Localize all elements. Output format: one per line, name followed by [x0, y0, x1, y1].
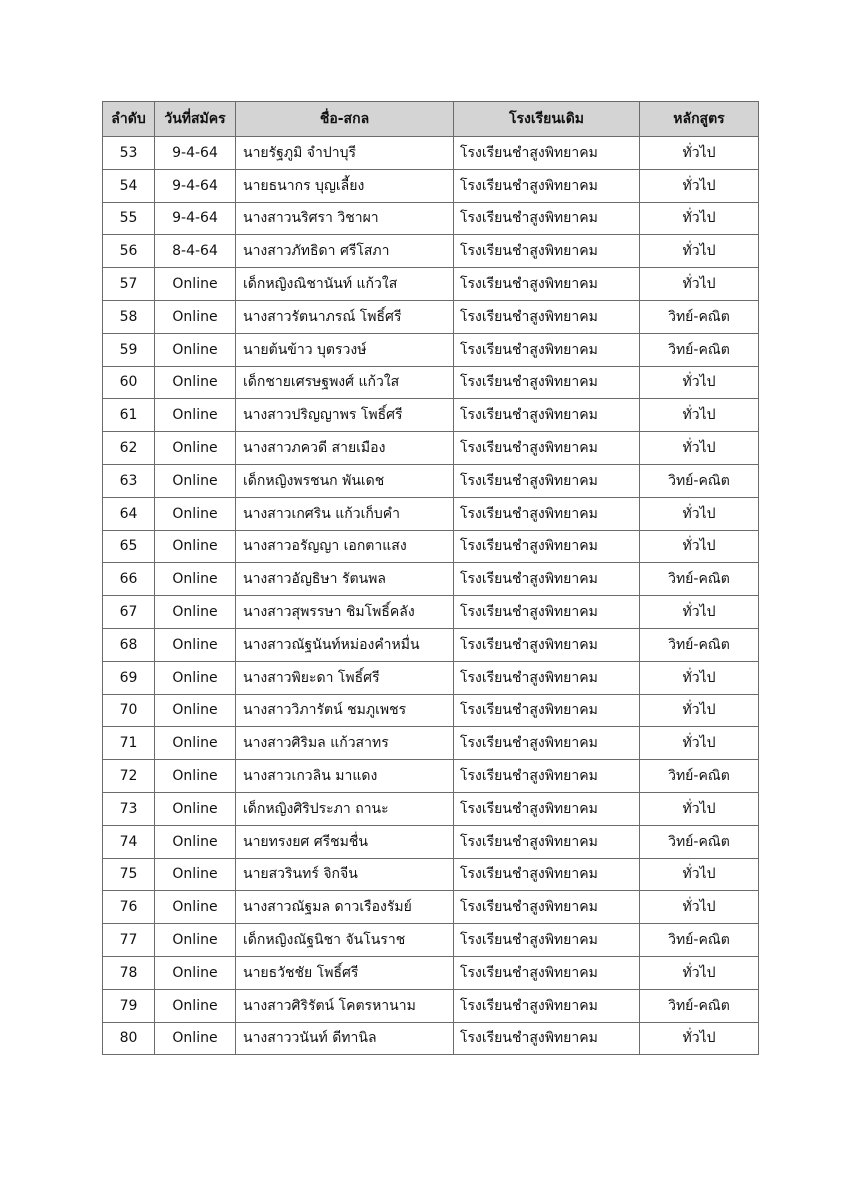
program: ทั่วไป: [640, 727, 759, 760]
previous-school: โรงเรียนชำสูงพิทยาคม: [454, 760, 640, 793]
row-number: 78: [103, 956, 155, 989]
row-number: 54: [103, 169, 155, 202]
row-number: 80: [103, 1022, 155, 1055]
row-number: 61: [103, 399, 155, 432]
application-date: Online: [155, 891, 236, 924]
program: ทั่วไป: [640, 366, 759, 399]
program: วิทย์-คณิต: [640, 464, 759, 497]
table-row: [103, 137, 759, 170]
applicant-name: นายธนากร บุญเลี้ยง: [236, 169, 454, 202]
row-number: 72: [103, 760, 155, 793]
applicant-name: นางสาวนริศรา วิชาผา: [236, 202, 454, 235]
program: ทั่วไป: [640, 202, 759, 235]
row-number: 55: [103, 202, 155, 235]
application-date: Online: [155, 694, 236, 727]
previous-school: โรงเรียนชำสูงพิทยาคม: [454, 399, 640, 432]
application-date: Online: [155, 825, 236, 858]
table-row: [103, 891, 759, 924]
previous-school: โรงเรียนชำสูงพิทยาคม: [454, 464, 640, 497]
table-row: [103, 924, 759, 957]
previous-school: โรงเรียนชำสูงพิทยาคม: [454, 956, 640, 989]
application-date: Online: [155, 366, 236, 399]
table-row: [103, 1022, 759, 1055]
previous-school: โรงเรียนชำสูงพิทยาคม: [454, 792, 640, 825]
row-number: 70: [103, 694, 155, 727]
application-date: Online: [155, 628, 236, 661]
applicant-name: นางสาวสุพรรษา ชิมโพธิ์คลัง: [236, 596, 454, 629]
application-date: Online: [155, 300, 236, 333]
applicant-name: นางสาวเกวลิน มาแดง: [236, 760, 454, 793]
application-date: 9-4-64: [155, 137, 236, 170]
row-number: 74: [103, 825, 155, 858]
previous-school: โรงเรียนชำสูงพิทยาคม: [454, 497, 640, 530]
application-date: Online: [155, 924, 236, 957]
previous-school: โรงเรียนชำสูงพิทยาคม: [454, 727, 640, 760]
program: ทั่วไป: [640, 792, 759, 825]
row-number: 60: [103, 366, 155, 399]
table-row: [103, 464, 759, 497]
table-header: [103, 102, 759, 137]
previous-school: โรงเรียนชำสูงพิทยาคม: [454, 661, 640, 694]
row-number: 75: [103, 858, 155, 891]
program: ทั่วไป: [640, 169, 759, 202]
previous-school: โรงเรียนชำสูงพิทยาคม: [454, 268, 640, 301]
application-date: 9-4-64: [155, 202, 236, 235]
row-number: 67: [103, 596, 155, 629]
header-application-date: วันที่สมัคร: [155, 102, 236, 137]
header-full-name: ชื่อ-สกล: [236, 102, 454, 137]
application-date: Online: [155, 792, 236, 825]
applicant-name: นายรัฐภูมิ จำปาบุรี: [236, 137, 454, 170]
applicant-name: นางสาวภควดี สายเมือง: [236, 432, 454, 465]
program: ทั่วไป: [640, 530, 759, 563]
table-row: [103, 235, 759, 268]
program: วิทย์-คณิต: [640, 760, 759, 793]
previous-school: โรงเรียนชำสูงพิทยาคม: [454, 563, 640, 596]
previous-school: โรงเรียนชำสูงพิทยาคม: [454, 1022, 640, 1055]
applicant-name: เด็กหญิงศิริประภา ถานะ: [236, 792, 454, 825]
previous-school: โรงเรียนชำสูงพิทยาคม: [454, 858, 640, 891]
application-date: Online: [155, 760, 236, 793]
row-number: 57: [103, 268, 155, 301]
table-row: [103, 366, 759, 399]
program: ทั่วไป: [640, 956, 759, 989]
header-previous-school: โรงเรียนเดิม: [454, 102, 640, 137]
applicant-name: นางสาวอรัญญา เอกตาแสง: [236, 530, 454, 563]
previous-school: โรงเรียนชำสูงพิทยาคม: [454, 432, 640, 465]
table-row: [103, 956, 759, 989]
program: ทั่วไป: [640, 1022, 759, 1055]
row-number: 65: [103, 530, 155, 563]
application-date: Online: [155, 563, 236, 596]
application-date: Online: [155, 858, 236, 891]
applicant-table: [102, 101, 759, 1055]
application-date: Online: [155, 1022, 236, 1055]
program: ทั่วไป: [640, 596, 759, 629]
previous-school: โรงเรียนชำสูงพิทยาคม: [454, 694, 640, 727]
table-row: [103, 202, 759, 235]
program: วิทย์-คณิต: [640, 924, 759, 957]
table-row: [103, 596, 759, 629]
application-date: Online: [155, 661, 236, 694]
row-number: 53: [103, 137, 155, 170]
program: วิทย์-คณิต: [640, 628, 759, 661]
applicant-name: นางสาวศิริมล แก้วสาทร: [236, 727, 454, 760]
application-date: Online: [155, 989, 236, 1022]
row-number: 64: [103, 497, 155, 530]
row-number: 79: [103, 989, 155, 1022]
table-body: [103, 137, 759, 1055]
previous-school: โรงเรียนชำสูงพิทยาคม: [454, 333, 640, 366]
applicant-name: นางสาวเกศริน แก้วเก็บคำ: [236, 497, 454, 530]
program: ทั่วไป: [640, 268, 759, 301]
program: ทั่วไป: [640, 137, 759, 170]
table-row: [103, 530, 759, 563]
previous-school: โรงเรียนชำสูงพิทยาคม: [454, 596, 640, 629]
table-row: [103, 432, 759, 465]
program: วิทย์-คณิต: [640, 825, 759, 858]
program: ทั่วไป: [640, 694, 759, 727]
program: ทั่วไป: [640, 399, 759, 432]
previous-school: โรงเรียนชำสูงพิทยาคม: [454, 891, 640, 924]
previous-school: โรงเรียนชำสูงพิทยาคม: [454, 366, 640, 399]
table-row: [103, 268, 759, 301]
table-row: [103, 694, 759, 727]
program: วิทย์-คณิต: [640, 333, 759, 366]
row-number: 66: [103, 563, 155, 596]
applicant-name: เด็กหญิงพรชนก พันเดช: [236, 464, 454, 497]
table-row: [103, 399, 759, 432]
application-date: Online: [155, 399, 236, 432]
application-date: Online: [155, 530, 236, 563]
table-row: [103, 858, 759, 891]
application-date: Online: [155, 464, 236, 497]
table-row: [103, 661, 759, 694]
applicant-name: นายสวรินทร์ จิกจีน: [236, 858, 454, 891]
program: วิทย์-คณิต: [640, 563, 759, 596]
previous-school: โรงเรียนชำสูงพิทยาคม: [454, 300, 640, 333]
applicant-name: นางสาวปริญญาพร โพธิ์ศรี: [236, 399, 454, 432]
row-number: 56: [103, 235, 155, 268]
table-row: [103, 825, 759, 858]
applicant-name: นางสาวภัทธิดา ศรีโสภา: [236, 235, 454, 268]
table-row: [103, 989, 759, 1022]
applicant-name: นางสาววนันท์ ดีทานิล: [236, 1022, 454, 1055]
application-date: Online: [155, 333, 236, 366]
program: ทั่วไป: [640, 858, 759, 891]
table-row: [103, 563, 759, 596]
row-number: 59: [103, 333, 155, 366]
row-number: 69: [103, 661, 155, 694]
application-date: Online: [155, 432, 236, 465]
header-number: ลำดับ: [103, 102, 155, 137]
previous-school: โรงเรียนชำสูงพิทยาคม: [454, 530, 640, 563]
previous-school: โรงเรียนชำสูงพิทยาคม: [454, 169, 640, 202]
row-number: 76: [103, 891, 155, 924]
header-program: หลักสูตร: [640, 102, 759, 137]
applicant-name: นายธวัชชัย โพธิ์ศรี: [236, 956, 454, 989]
table-row: [103, 792, 759, 825]
table-row: [103, 333, 759, 366]
previous-school: โรงเรียนชำสูงพิทยาคม: [454, 924, 640, 957]
application-date: 9-4-64: [155, 169, 236, 202]
applicant-name: นางสาวอัญธิษา รัตนพล: [236, 563, 454, 596]
applicant-name: นางสาวณัฐนันท์หม่องคำหมื่น: [236, 628, 454, 661]
table-row: [103, 628, 759, 661]
program: ทั่วไป: [640, 497, 759, 530]
application-date: Online: [155, 497, 236, 530]
row-number: 62: [103, 432, 155, 465]
applicant-name: นายทรงยศ ศรีชมชื่น: [236, 825, 454, 858]
table-row: [103, 300, 759, 333]
program: ทั่วไป: [640, 432, 759, 465]
table-row: [103, 169, 759, 202]
applicant-name: เด็กชายเศรษฐพงศ์ แก้วใส: [236, 366, 454, 399]
row-number: 71: [103, 727, 155, 760]
applicant-name: นางสาวรัตนาภรณ์ โพธิ์ศรี: [236, 300, 454, 333]
application-date: Online: [155, 596, 236, 629]
previous-school: โรงเรียนชำสูงพิทยาคม: [454, 202, 640, 235]
table-row: [103, 497, 759, 530]
applicant-name: นางสาวณัฐมล ดาวเรืองรัมย์: [236, 891, 454, 924]
header-row: [103, 102, 759, 137]
program: ทั่วไป: [640, 661, 759, 694]
row-number: 77: [103, 924, 155, 957]
program: วิทย์-คณิต: [640, 989, 759, 1022]
program: ทั่วไป: [640, 891, 759, 924]
previous-school: โรงเรียนชำสูงพิทยาคม: [454, 825, 640, 858]
table-row: [103, 727, 759, 760]
application-date: Online: [155, 268, 236, 301]
row-number: 73: [103, 792, 155, 825]
row-number: 58: [103, 300, 155, 333]
applicant-name: นางสาววิภารัตน์ ชมภูเพชร: [236, 694, 454, 727]
row-number: 68: [103, 628, 155, 661]
previous-school: โรงเรียนชำสูงพิทยาคม: [454, 235, 640, 268]
program: ทั่วไป: [640, 235, 759, 268]
previous-school: โรงเรียนชำสูงพิทยาคม: [454, 989, 640, 1022]
applicant-name: นายต้นข้าว บุตรวงษ์: [236, 333, 454, 366]
table-row: [103, 760, 759, 793]
application-date: Online: [155, 956, 236, 989]
previous-school: โรงเรียนชำสูงพิทยาคม: [454, 628, 640, 661]
row-number: 63: [103, 464, 155, 497]
program: วิทย์-คณิต: [640, 300, 759, 333]
applicant-name: เด็กหญิงณิชานันท์ แก้วใส: [236, 268, 454, 301]
application-date: Online: [155, 727, 236, 760]
application-date: 8-4-64: [155, 235, 236, 268]
previous-school: โรงเรียนชำสูงพิทยาคม: [454, 137, 640, 170]
applicant-name: เด็กหญิงณัฐนิชา จันโนราช: [236, 924, 454, 957]
applicant-name: นางสาวพิยะดา โพธิ์ศรี: [236, 661, 454, 694]
applicant-name: นางสาวศิริรัตน์ โคตรหานาม: [236, 989, 454, 1022]
